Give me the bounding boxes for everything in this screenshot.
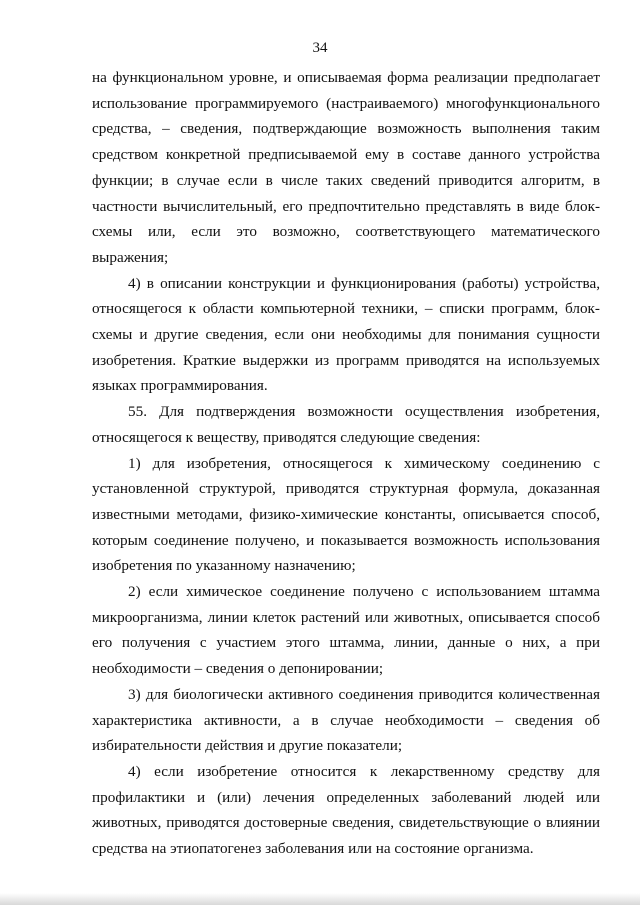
paragraph-item-4-medicinal-product: 4) если изобретение относится к лекарственному средству для профилактики и (или) лечения определенных заболеваний людей или животных, приводятся достоверные сведения, свидетельствующие о влиянии средства на этиопатогенез заболевания или на состояние организма. [92, 762, 600, 858]
page-bottom-edge [0, 893, 640, 905]
paragraph-item-1-chemical-compound: 1) для изобретения, относящегося к химическому соединению с установленной структурой, приводятся структурная формула, доказанная известными методами, физико-химические константы, описывается способ, которым соединение получено, и показывается возможность использования изобретения по указанному назначению; [92, 454, 600, 575]
paragraph-continuation: на функциональном уровне, и описываемая форма реализации предполагает использование программируемого (настраиваемого) многофункционального средства, – сведения, подтверждающие возможность выполнения таким средством конкретной предписываемой ему в составе данного устройства функции; в случае если в числе таких сведений приводится алгоритм, в частности вычислительный, его предпочтительно представлять в виде блок-схемы или, если это возможно, соответствующего математического выражения; [92, 69, 600, 266]
paragraph-item-2-strain: 2) если химическое соединение получено с использованием штамма микроорганизма, линии клеток растений или животных, описывается способ его получения с участием этого штамма, линии, данные о них, а при необходимости – сведения о депонировании; [92, 583, 600, 678]
page-number: 34 [312, 40, 328, 56]
paragraph-section-55: 55. Для подтверждения возможности осуществления изобретения, относящегося к веществу, приводятся следующие сведения: [92, 403, 600, 446]
paragraph-item-3-bioactive-compound: 3) для биологически активного соединения приводится количественная характеристика активности, а в случае необходимости – сведения об избирательности действия и другие показатели; [92, 685, 600, 755]
page-body [92, 65, 600, 862]
paragraph-item-4-computer-technology: 4) в описании конструкции и функционирования (работы) устройства, относящегося к области компьютерной техники, – списки программ, блок-схемы и другие сведения, если они необходимы для понимания сущности изобретения. Краткие выдержки из программ приводятся на используемых языках программирования. [92, 274, 600, 395]
